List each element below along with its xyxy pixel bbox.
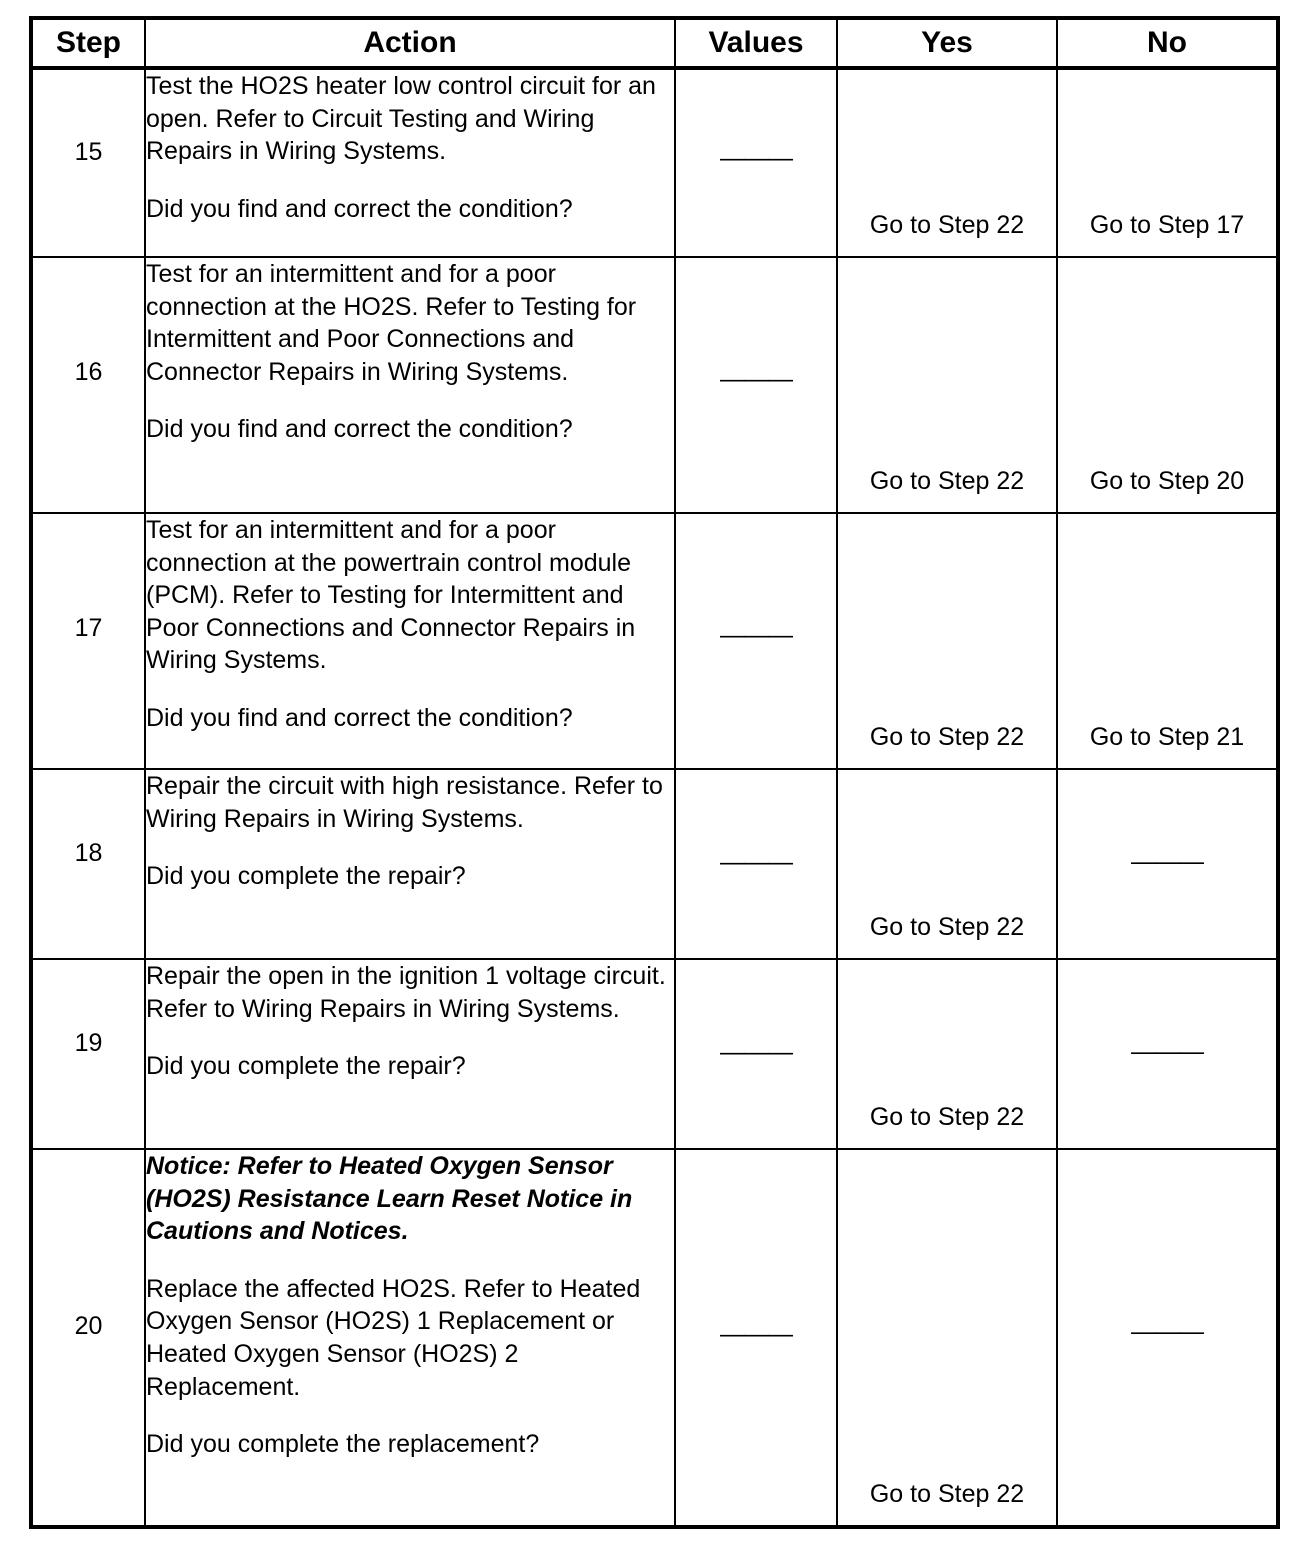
step-number: 15 (31, 68, 145, 257)
action-cell (145, 959, 675, 1149)
column-header-action: Action (145, 18, 675, 68)
diagnostic-steps-table (29, 16, 1280, 1529)
action-cell (145, 1149, 675, 1527)
values-placeholder: ——— (720, 847, 792, 876)
yes-result: Go to Step 22 (869, 467, 1025, 495)
yes-cell (837, 1149, 1057, 1527)
no-cell (1057, 1149, 1278, 1527)
yes-cell (837, 769, 1057, 959)
no-cell (1057, 769, 1278, 959)
yes-cell (837, 257, 1057, 513)
yes-result: Go to Step 22 (869, 211, 1025, 239)
table-row (31, 257, 1278, 513)
yes-cell (837, 513, 1057, 769)
values-placeholder: ——— (720, 1320, 792, 1348)
action-text: Repair the circuit with high resistance. Refer to Wiring Repairs in Wiring Systems. (146, 772, 663, 833)
action-cell (145, 513, 675, 769)
action-text: Test for an intermittent and for a poor connection at the HO2S. Refer to Testing for Intermittent and Poor Connections and Connector Repairs in Wiring Systems. (146, 260, 637, 386)
no-cell (1057, 68, 1278, 257)
yes-result: Go to Step 22 (869, 1480, 1025, 1508)
action-text: Test for an intermittent and for a poor connection at the powertrain control module (PCM). Refer to Testing for Intermittent and Poor Connections and Connector Repairs in Wiring Systems. (146, 516, 636, 675)
step-number: 17 (31, 513, 145, 769)
no-cell (1057, 513, 1278, 769)
action-cell (145, 257, 675, 513)
no-result: Go to Step 20 (1089, 467, 1245, 495)
no-result: Go to Step 21 (1089, 723, 1245, 751)
yes-result: Go to Step 22 (869, 1103, 1025, 1131)
values-cell (675, 769, 837, 959)
values-placeholder: ——— (720, 364, 792, 393)
step-number: 19 (31, 959, 145, 1149)
table-row (31, 1149, 1278, 1527)
column-header-values: Values (675, 18, 837, 68)
yes-result: Go to Step 22 (869, 913, 1025, 941)
table-row (31, 513, 1278, 769)
column-header-no: No (1057, 18, 1278, 68)
header-row (31, 18, 1278, 68)
table-row (31, 769, 1278, 959)
action-question: Did you find and correct the condition? (146, 703, 573, 732)
values-cell (675, 1149, 837, 1527)
action-question: Did you complete the repair? (146, 862, 466, 891)
no-result: ——— (1131, 1317, 1203, 1345)
values-cell (675, 257, 837, 513)
action-text: Replace the affected HO2S. Refer to Heated Oxygen Sensor (HO2S) 1 Replacement or Heated Oxygen Sensor (HO2S) 2 Replacement. (146, 1274, 641, 1401)
values-placeholder: ——— (720, 143, 792, 172)
action-question: Did you complete the repair? (146, 1052, 466, 1081)
action-question: Did you complete the replacement? (146, 1430, 540, 1459)
no-cell (1057, 257, 1278, 513)
no-result: ——— (1131, 1037, 1203, 1066)
action-question: Did you find and correct the condition? (146, 194, 573, 223)
no-cell (1057, 959, 1278, 1149)
yes-result: Go to Step 22 (869, 723, 1025, 751)
values-cell (675, 68, 837, 257)
values-cell (675, 959, 837, 1149)
step-number: 16 (31, 257, 145, 513)
values-placeholder: ——— (720, 620, 792, 649)
table-row (31, 959, 1278, 1149)
notice-text: Notice: Refer to Heated Oxygen Sensor (HO2S) Resistance Learn Reset Notice in Cautions and Notices. (146, 1152, 633, 1246)
action-text: Test the HO2S heater low control circuit for an open. Refer to Circuit Testing and Wiring Repairs in Wiring Systems. (146, 72, 656, 166)
action-cell (145, 68, 675, 257)
yes-cell (837, 68, 1057, 257)
values-placeholder: ——— (720, 1037, 792, 1066)
action-question: Did you find and correct the condition? (146, 415, 573, 444)
step-number: 18 (31, 769, 145, 959)
column-header-yes: Yes (837, 18, 1057, 68)
yes-cell (837, 959, 1057, 1149)
action-cell (145, 769, 675, 959)
step-number: 20 (31, 1149, 145, 1527)
values-cell (675, 513, 837, 769)
action-text: Repair the open in the ignition 1 voltage circuit. Refer to Wiring Repairs in Wiring Systems. (146, 962, 666, 1023)
column-header-step: Step (31, 18, 145, 68)
table-row (31, 68, 1278, 257)
no-result: ——— (1131, 847, 1203, 876)
no-result: Go to Step 17 (1089, 211, 1245, 239)
